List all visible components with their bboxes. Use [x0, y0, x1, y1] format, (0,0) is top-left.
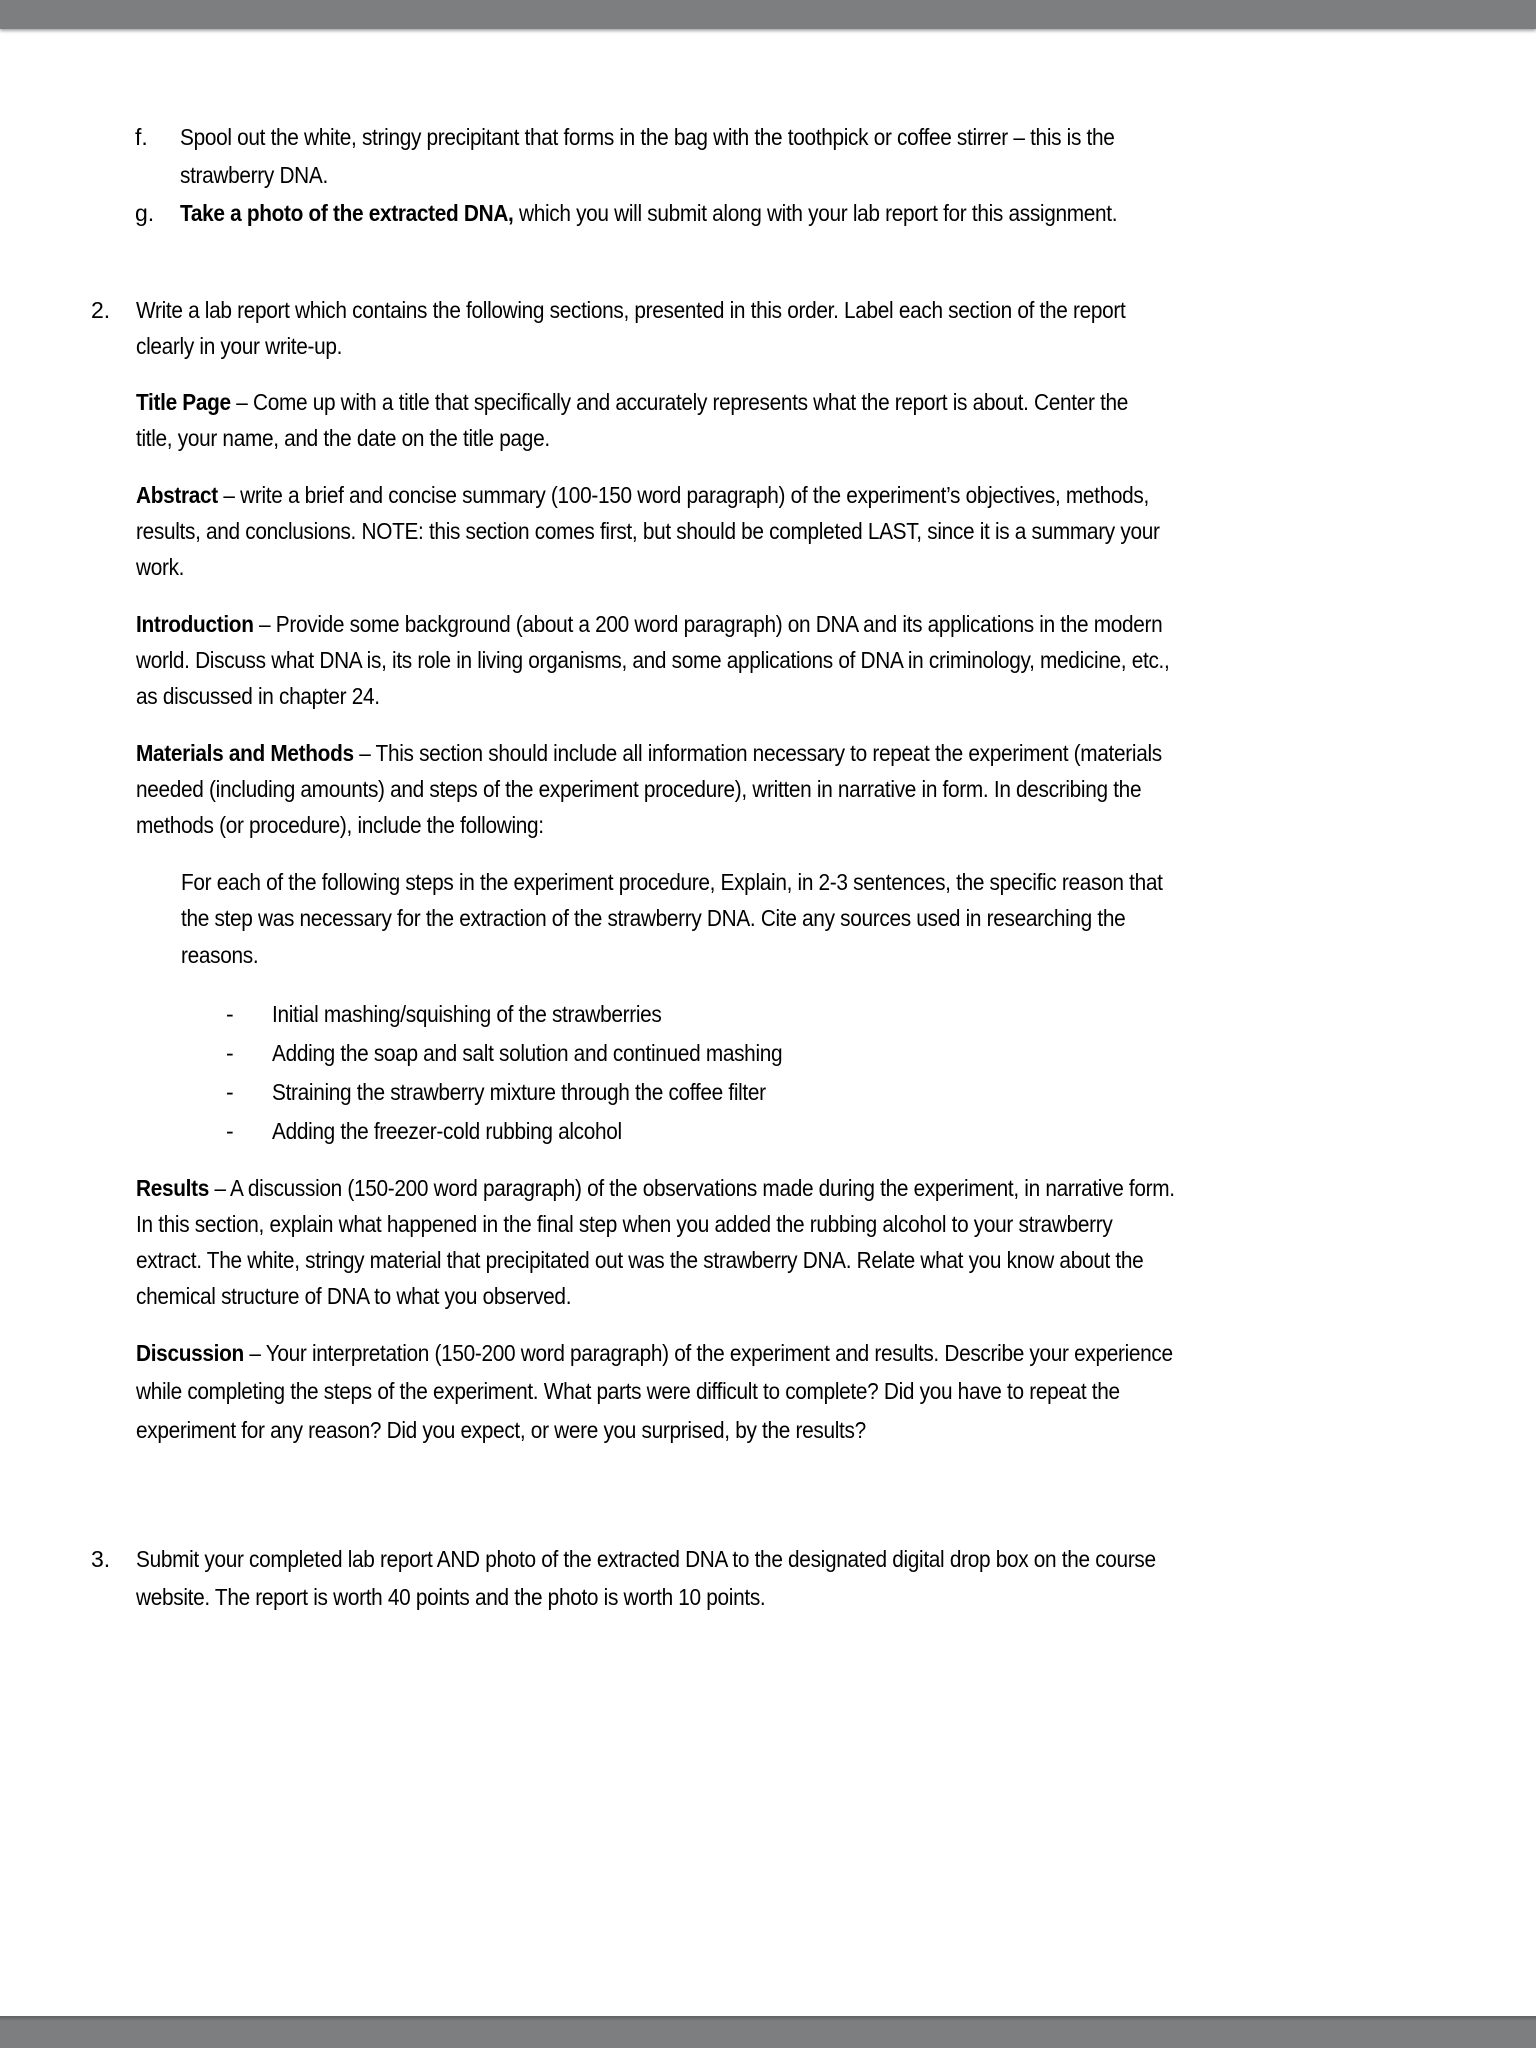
step-2-line-2: clearly in your write-up.	[136, 333, 343, 359]
list-marker-3: 3.	[91, 1546, 111, 1572]
viewer-bottom-bar	[0, 2016, 1536, 2048]
introduction-text: – Provide some background (about a 200 word paragraph) on DNA and its applications in the modern	[253, 611, 1163, 637]
bullet-dash: -	[226, 1118, 234, 1144]
step-3-line-1: Submit your completed lab report AND photo of the extracted DNA to the designated digital drop box on the course	[136, 1546, 1156, 1572]
title-page-line-2: title, your name, and the date on the title page.	[136, 425, 550, 451]
results-line-3: extract. The white, stringy material that precipitated out was the strawberry DNA. Relate what you know about the	[136, 1247, 1144, 1273]
introduction-line-1	[136, 606, 1162, 642]
discussion-heading: Discussion	[136, 1340, 244, 1366]
results-text: – A discussion (150-200 word paragraph) of the observations made during the experiment, in narrative form.	[208, 1175, 1175, 1201]
bullet-item: Initial mashing/squishing of the strawberries	[272, 1001, 662, 1027]
abstract-line-3: work.	[136, 554, 185, 580]
step-2-line-1: Write a lab report which contains the following sections, presented in this order. Label each section of the report	[136, 297, 1126, 323]
list-marker-g: g.	[135, 200, 155, 226]
introduction-heading: Introduction	[136, 611, 254, 637]
materials-methods-text: – This section should include all information necessary to repeat the experiment (materials	[353, 740, 1162, 766]
discussion-line-1	[136, 1335, 1173, 1371]
bullet-item: Adding the soap and salt solution and continued mashing	[272, 1040, 783, 1066]
introduction-line-2: world. Discuss what DNA is, its role in living organisms, and some applications of DNA in criminology, medicine, etc.,	[136, 647, 1170, 673]
document-page[interactable]	[0, 29, 1536, 2016]
materials-methods-line-1	[136, 735, 1162, 771]
step-g-bold: Take a photo of the extracted DNA,	[180, 200, 514, 226]
discussion-line-3: experiment for any reason? Did you expect, or were you surprised, by the results?	[136, 1417, 866, 1443]
materials-methods-line-2: needed (including amounts) and steps of the experiment procedure), written in narrative in form. In describing the	[136, 776, 1142, 802]
bullet-dash: -	[226, 1001, 234, 1027]
introduction-line-3: as discussed in chapter 24.	[136, 683, 380, 709]
title-page-heading: Title Page	[136, 389, 231, 415]
abstract-heading: Abstract	[136, 482, 218, 508]
results-line-4: chemical structure of DNA to what you observed.	[136, 1283, 572, 1309]
discussion-text: – Your interpretation (150-200 word paragraph) of the experiment and results. Describe your experience	[243, 1340, 1173, 1366]
bullet-dash: -	[226, 1040, 234, 1066]
list-marker-f: f.	[135, 124, 148, 150]
step-g-rest: which you will submit along with your lab report for this assignment.	[513, 200, 1118, 226]
discussion-line-2: while completing the steps of the experiment. What parts were difficult to complete? Did you have to repeat the	[136, 1378, 1120, 1404]
abstract-text: – write a brief and concise summary (100-150 word paragraph) of the experiment’s objectives, methods,	[217, 482, 1149, 508]
materials-methods-line-3: methods (or procedure), include the following:	[136, 812, 544, 838]
results-line-2: In this section, explain what happened in the final step when you added the rubbing alcohol to your strawberry	[136, 1211, 1113, 1237]
procedure-instructions-line-2: the step was necessary for the extraction of the strawberry DNA. Cite any sources used in researching the	[181, 905, 1126, 931]
bullet-dash: -	[226, 1079, 234, 1105]
procedure-instructions-line-1: For each of the following steps in the experiment procedure, Explain, in 2-3 sentences, the specific reason that	[181, 869, 1163, 895]
abstract-line-2: results, and conclusions. NOTE: this section comes first, but should be completed LAST, since it is a summary your	[136, 518, 1160, 544]
results-line-1	[136, 1170, 1175, 1206]
step-g-line	[180, 195, 1117, 231]
materials-methods-heading: Materials and Methods	[136, 740, 354, 766]
title-page-text: – Come up with a title that specifically and accurately represents what the report is about. Center the	[230, 389, 1129, 415]
viewer-top-bar	[0, 0, 1536, 29]
title-page-line-1	[136, 384, 1128, 420]
bullet-item: Straining the strawberry mixture through the coffee filter	[272, 1079, 766, 1105]
bullet-item: Adding the freezer-cold rubbing alcohol	[272, 1118, 622, 1144]
step-f-line-1: Spool out the white, stringy precipitant that forms in the bag with the toothpick or coffee stirrer – this is the	[180, 124, 1115, 150]
abstract-line-1	[136, 477, 1149, 513]
list-marker-2: 2.	[91, 297, 111, 323]
step-3-line-2: website. The report is worth 40 points and the photo is worth 10 points.	[136, 1584, 766, 1610]
step-f-line-2: strawberry DNA.	[180, 162, 328, 188]
results-heading: Results	[136, 1175, 209, 1201]
procedure-instructions-line-3: reasons.	[181, 942, 259, 968]
